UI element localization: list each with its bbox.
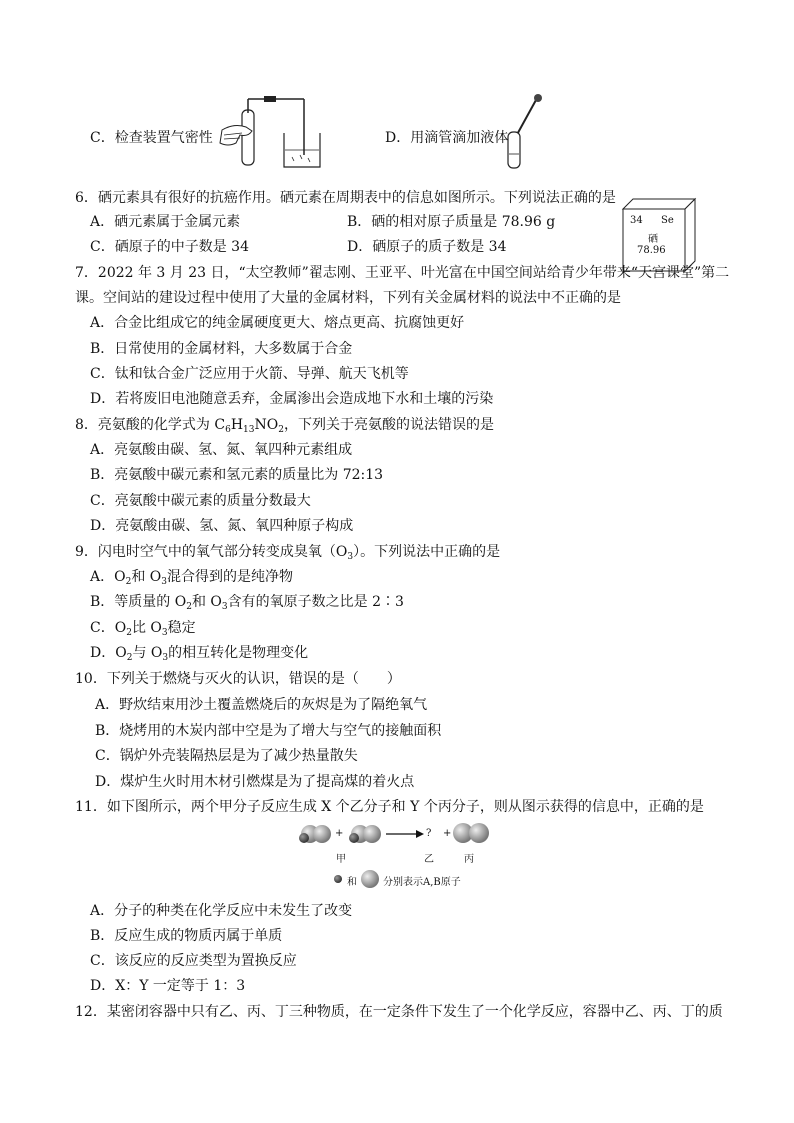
q5-option-c: C．检查装置气密性	[90, 130, 213, 146]
reaction-unknown: ?	[426, 828, 432, 839]
q7-stem-line2: 课。空间站的建设过程中使用了大量的金属材料，下列有关金属材料的说法中不正确的是	[75, 290, 621, 306]
q9-stem: 9．闪电时空气中的氧气部分转变成臭氧$(O_3)$。下列说法中正确的是	[75, 544, 501, 562]
q11-option-b: B．反应生成的物质丙属于单质	[90, 928, 283, 944]
q8-option-b: B．亮氨酸中碳元素和氢元素的质量比为 72:13	[90, 467, 384, 483]
q6-option-c: C．硒原子的中子数是 34	[90, 239, 249, 255]
q9-option-d: D．$O_2$与 $O_3$的相互转化是物理变化	[90, 645, 309, 663]
q6-option-b: B．硒的相对原子质量是 78.96 g	[347, 214, 556, 230]
q10-option-a: A．野炊结束用沙土覆盖燃烧后的灰烬是为了隔绝氧气	[95, 697, 428, 713]
q7-stem-line1: 7．2022 年 3 月 23 日，“太空教师”翟志刚、王亚平、叶光富在中国空间站给青少年带来“天宫课堂”第二	[75, 265, 730, 281]
q7-option-a: A．合金比组成它的纯金属硬度更大、熔点更高、抗腐蚀更好	[90, 315, 465, 331]
reaction-plus-2: +	[443, 828, 452, 839]
airtightness-apparatus-illustration	[212, 95, 322, 170]
label-yi: 乙	[424, 854, 434, 865]
q8-stem: 8．亮氨酸的化学式为 $C_6H_{13}NO_2$，下列关于亮氨酸的说法错误的是	[75, 417, 494, 435]
q11-stem: 11．如下图所示，两个甲分子反应生成 X 个乙分子和 Y 个丙分子，则从图示获得的信息中，正确的是	[75, 799, 704, 815]
q6-stem: 6．硒元素具有很好的抗癌作用。硒元素在周期表中的信息如图所示。下列说法正确的是	[75, 190, 616, 206]
q7-option-d: D．若将废旧电池随意丢弃，金属渗出会造成地下水和土壤的污染	[90, 391, 494, 407]
q9-option-c: C．$O_2$比 $O_3$稳定	[90, 620, 196, 638]
element-symbol: Se	[661, 215, 674, 226]
reaction-diagram	[298, 818, 498, 893]
dropper-illustration	[500, 92, 545, 172]
q7-option-b: B．日常使用的金属材料，大多数属于合金	[90, 341, 353, 357]
legend-text: 分别表示A,B原子	[383, 877, 461, 888]
q8-option-c: C．亮氨酸中碳元素的质量分数最大	[90, 493, 311, 509]
q10-option-b: B．烧烤用的木炭内部中空是为了增大与空气的接触面积	[95, 723, 442, 739]
element-atomic-number: 34	[630, 215, 643, 226]
q12-stem: 12．某密闭容器中只有乙、丙、丁三种物质，在一定条件下发生了一个化学反应，容器中乙、丙、丁的质	[75, 1004, 723, 1020]
q8-option-a: A．亮氨酸由碳、氢、氮、氧四种元素组成	[90, 442, 353, 458]
element-tile-selenium	[623, 199, 685, 261]
q9-option-b: B．等质量的 $O_2$和 $O_3$含有的氧原子数之比是 2∶3	[90, 594, 404, 612]
label-jia: 甲	[336, 854, 346, 865]
q11-option-c: C．该反应的反应类型为置换反应	[90, 953, 297, 969]
q9-option-a: A．$O_2$和 $O_3$混合得到的是纯净物	[90, 569, 293, 587]
q8-option-d: D．亮氨酸由碳、氢、氮、氧四种原子构成	[90, 518, 354, 534]
q10-option-d: D．煤炉生火时用木材引燃煤是为了提高煤的着火点	[95, 774, 415, 790]
q6-option-a: A．硒元素属于金属元素	[90, 214, 241, 230]
q7-option-c: C．钛和钛合金广泛应用于火箭、导弹、航天飞机等	[90, 366, 409, 382]
q11-option-d: D．X：Y 一定等于 1：3	[90, 978, 246, 994]
q10-stem: 10．下列关于燃烧与灭火的认识，错误的是（ ）	[75, 671, 401, 687]
q5-option-d: D．用滴管滴加液体	[385, 130, 509, 146]
element-mass: 78.96	[637, 245, 666, 256]
reaction-plus-1: +	[335, 828, 344, 839]
legend-and: 和	[347, 877, 357, 888]
element-name: 硒	[648, 234, 658, 245]
q6-option-d: D．硒原子的质子数是 34	[347, 239, 507, 255]
q11-option-a: A．分子的种类在化学反应中未发生了改变	[90, 903, 353, 919]
q10-option-c: C．锅炉外壳装隔热层是为了减少热量散失	[95, 748, 358, 764]
label-bing: 丙	[464, 854, 474, 865]
